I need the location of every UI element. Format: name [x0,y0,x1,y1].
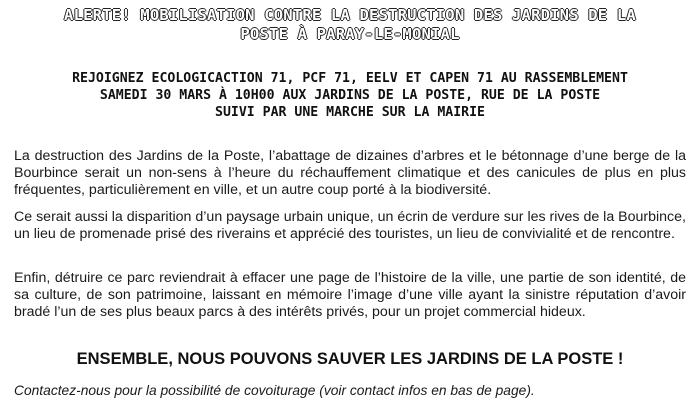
body-paragraph-3: Enfin, détruire ce parc reviendrait à effacer une page de l’histoire de la ville, une partie de son identité, de sa culture, de son patrimoine, laissant en mémoire l’image d’une ville ayant la sinistre réputation d’avoir bradé l’un de ses plus beaux parcs à des intérêts privés, pour un projet commercial hideux. [14,270,686,320]
rally-announcement [0,70,700,121]
rally-line-2: SAMEDI 30 MARS À 10H00 AUX JARDINS DE LA POSTE, RUE DE LA POSTE [99,88,601,103]
body-paragraph-2: Ce serait aussi la disparition d’un paysage urbain unique, un écrin de verdure sur les rives de la Bourbince, un lieu de promenade prisé des riverains et apprécié des touristes, un lieu de convivialité et de rencontre. [14,209,686,242]
rally-line-3: SUIVI PAR UNE MARCHE SUR LA MAIRIE [215,105,485,120]
carpool-contact-note: Contactez-nous pour la possibilité de covoiturage (voir contact infos en bas de page). [14,383,535,398]
alert-title-line-1: ALERTE! MOBILISATION CONTRE LA DESTRUCTION DES JARDINS DE LA [64,6,636,24]
rally-line-1: REJOIGNEZ ECOLOGICACTION 71, PCF 71, EELV ET CAPEN 71 AU RASSEMBLEMENT [72,71,628,86]
closing-slogan: ENSEMBLE, NOUS POUVONS SAUVER LES JARDINS DE LA POSTE ! [76,350,624,368]
alert-title-line-2: POSTE À PARAY-LE-MONIAL [240,25,460,43]
alert-title [0,6,700,44]
body-paragraph-1: La destruction des Jardins de la Poste, l’abattage de dizaines d’arbres et le bétonnage d’une berge de la Bourbince serait un non-sens à l’heure du réchauffement climatique et des canicules de plus en plus fréquentes, particulièrement en ville, et un autre coup porté à la biodiversité. [14,148,686,198]
